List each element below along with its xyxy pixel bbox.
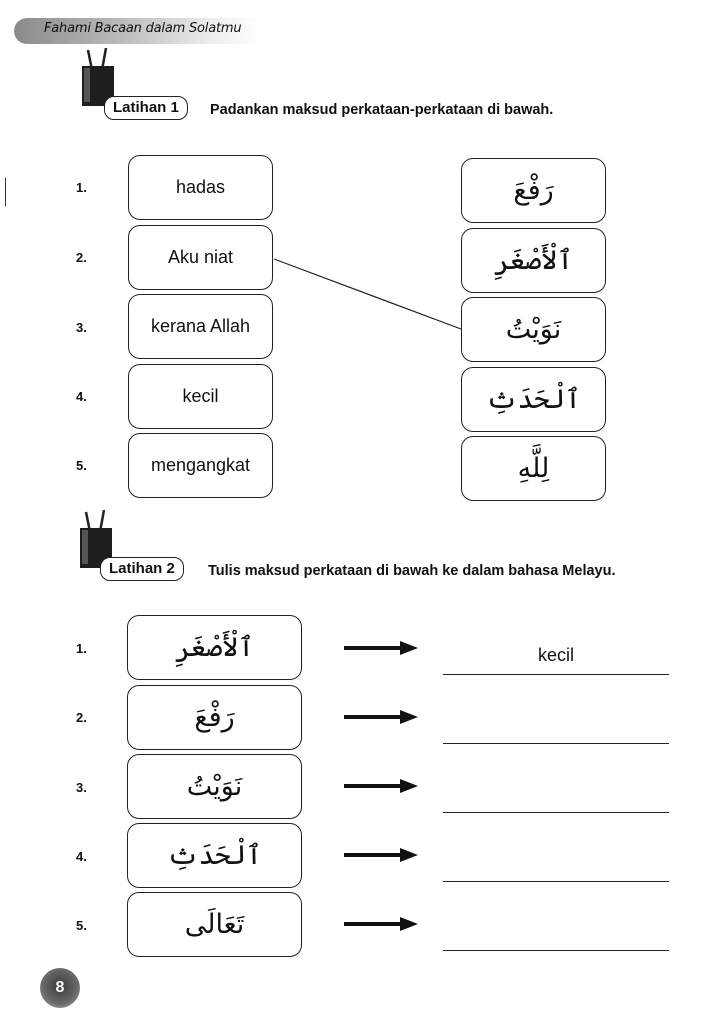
l2-word-box-5 [127,892,302,957]
l2-word-box-2 [127,685,302,750]
l2-answer-line-1[interactable] [443,673,669,675]
l2-word-2: رَفْعَ [194,702,235,733]
l2-word-3: نَوَيْتُ [186,771,243,802]
l1-number-4: 4. [76,389,87,404]
l2-number-3: 3. [76,780,87,795]
l2-answer-line-5[interactable] [443,949,669,951]
l1-right-text-2: ٱلْأَصْغَرِ [493,245,574,276]
l2-answer-line-2[interactable] [443,742,669,744]
header-title: Fahami Bacaan dalam Solatmu [44,21,242,36]
l1-left-text-5: mengangkat [150,455,251,475]
l1-right-text-4: ٱلْحَدَثِ [486,384,581,415]
l2-answer-line-3[interactable] [443,811,669,813]
page-number-badge [40,968,80,1008]
right-arrow-icon [344,917,418,931]
l2-word-5: تَعَالَى [184,909,245,940]
latihan-1-instruction: Padankan maksud perkataan-perkataan di bawah. [210,102,554,118]
l2-word-1: ٱلْأَصْغَرِ [174,632,255,663]
l1-number-3: 3. [76,320,87,335]
l2-word-box-1 [127,615,302,680]
right-arrow-icon [344,779,418,793]
l1-left-text-4: kecil [182,386,219,406]
l2-word-4: ٱلْحَدَثِ [167,840,262,871]
l1-right-text-5: لِلَّهِ [517,453,550,484]
match-line [274,259,461,329]
l2-number-5: 5. [76,918,87,933]
page-number: 8 [55,979,65,996]
l2-answer-line-4[interactable] [443,880,669,882]
latihan-1-label: Latihan 1 [104,96,188,120]
right-arrow-icon [344,710,418,724]
latihan-2-label: Latihan 2 [100,557,184,581]
right-arrow-icon [344,848,418,862]
l1-left-text-3: kerana Allah [150,316,251,336]
l1-number-5: 5. [76,458,87,473]
l1-number-1: 1. [76,180,87,195]
l2-number-2: 2. [76,710,87,725]
l1-right-text-1: رَفْعَ [513,175,554,206]
l1-right-text-3: نَوَيْتُ [505,314,562,345]
l2-answer-1[interactable]: kecil [537,645,574,665]
l2-word-box-3 [127,754,302,819]
right-arrow-icon [344,641,418,655]
l2-number-4: 4. [76,849,87,864]
l1-number-2: 2. [76,250,87,265]
l2-word-box-4 [127,823,302,888]
l1-left-text-1: hadas [175,177,226,197]
l2-number-1: 1. [76,641,87,656]
l1-left-text-2: Aku niat [167,247,234,267]
latihan-2-instruction: Tulis maksud perkataan di bawah ke dalam bahasa Melayu. [208,563,616,579]
